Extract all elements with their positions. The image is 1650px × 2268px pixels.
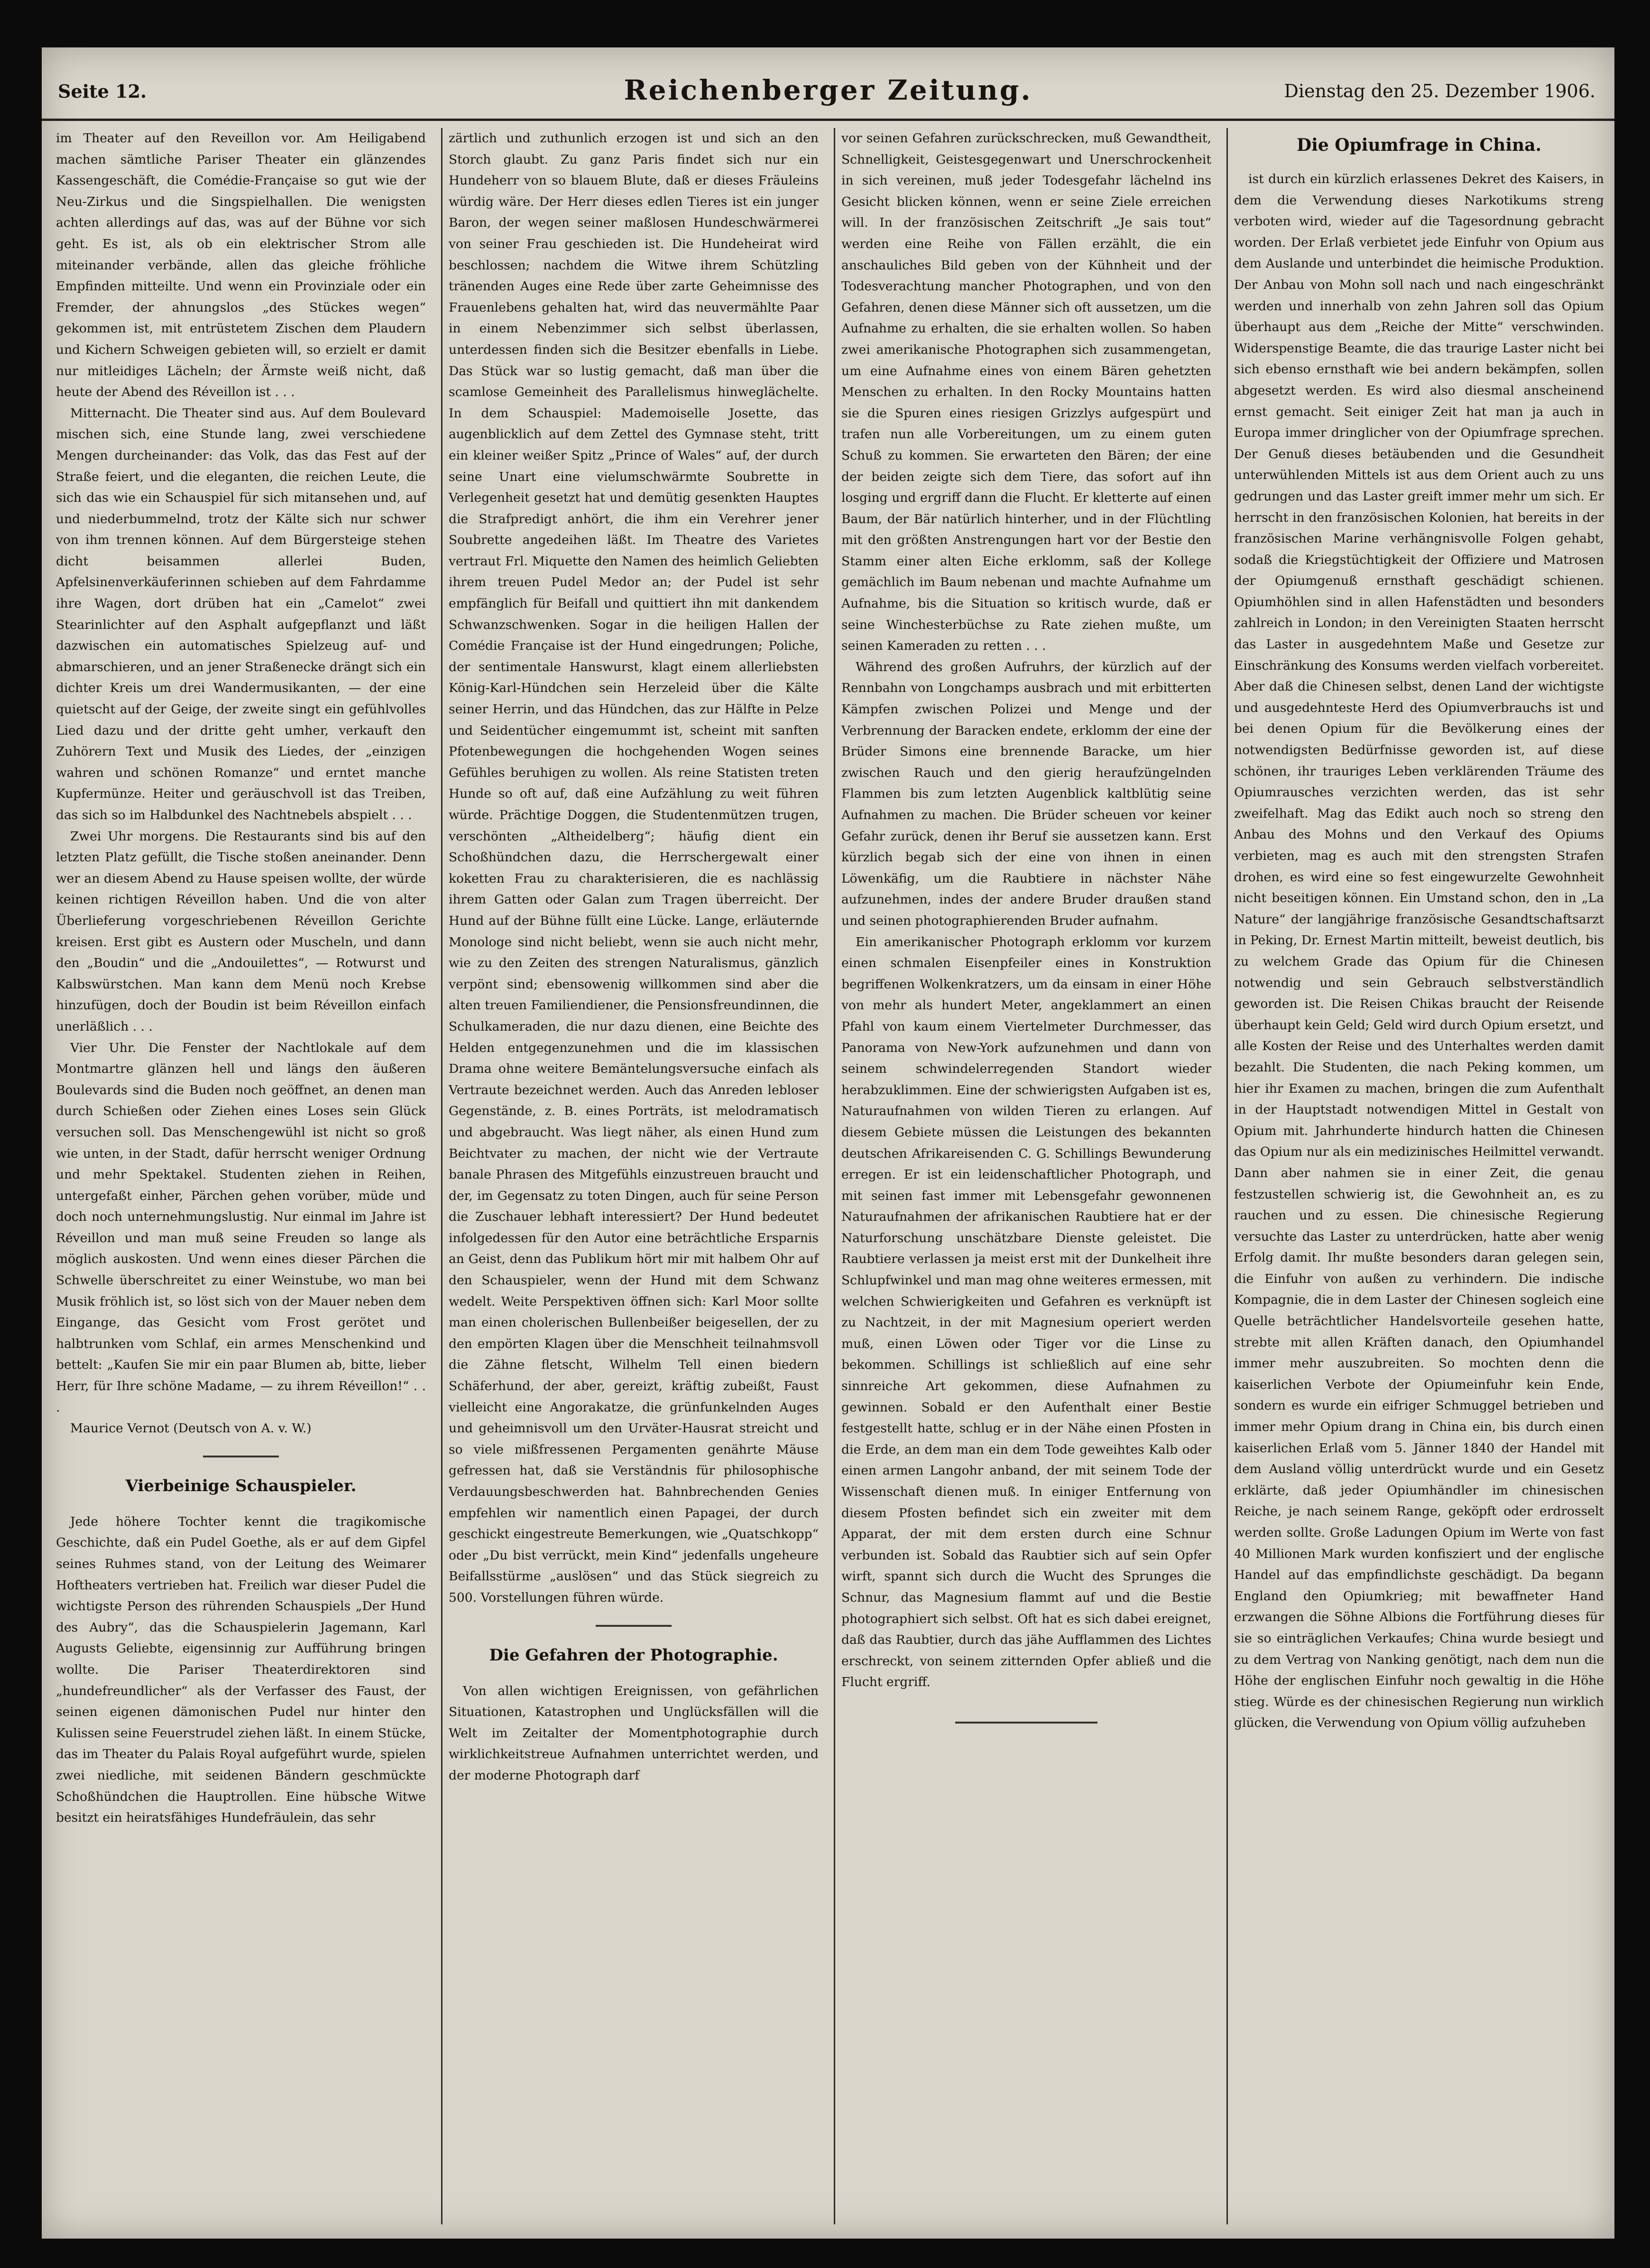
newspaper-title: Reichenberger Zeitung. xyxy=(624,74,1032,106)
article-paragraph: Jede höhere Tochter kennt die tragikomische Geschichte, daß ein Pudel Goethe, als er auf dem Gipfel seines Ruhmes stand, von der Leitung des Weimarer Hoftheaters vertrieben hat. Freilich war dieser Pudel die wichtigste Person des rührenden Schauspiels „Der Hund des Aubry“, das die Schauspielerin Jagemann, Karl Augusts Geliebte, eigensinnig zur Aufführung bringen wollte. Die Pariser Theaterdirektoren sind „hundefreundlicher“ als der Verfasser des Faust, der seinen eigenen dämonischen Pudel nur hinter den Kulissen seine Feuerstrudel ziehen läßt. In einem Stücke, das im Theater du Palais Royal aufgeführt wurde, spielen zwei niedliche, mit seidenen Bändern geschmückte Schoßhündchen die Hauptrollen. Eine hübsche Witwe besitzt ein heiratsfähiges Hundefräulein, das sehr xyxy=(56,1514,426,1825)
article-paragraph: Vier Uhr. Die Fenster der Nachtlokale auf dem Montmartre glänzen hell und längs den äußeren Boulevards sind die Buden noch geöffnet, an denen man durch Schießen oder Ziehen eines Loses sein Glück versuchen soll. Das Menschengewühl ist nicht so groß wie unten, in der Stadt, dafür herrscht weniger Ordnung und mehr Spektakel. Studenten ziehen in Reihen, untergefaßt einher, Pärchen gehen vorüber, müde und doch noch unternehmungslustig. Nur einmal im Jahre ist Réveillon und man muß seine Freuden so lange als möglich auskosten. Und wenn eines dieser Pärchen die Schwelle überschreitet zu einer Weinstube, wo man bei Musik fröhlich ist, so löst sich von der Mauer neben dem Eingange, das Gesicht vom Frost gerötet und halbtrunken vom Schlaf, ein armes Menschenkind und bettelt: „Kaufen Sie mir ein paar Blumen ab, bitte, lieber Herr, für Ihre schöne Madame, — zu ihrem Réveillon!“ . . . xyxy=(56,1040,426,1415)
article-heading: Die Opiumfrage in China. xyxy=(1296,135,1542,155)
issue-date: Dienstag den 25. Dezember 1906. xyxy=(1284,81,1595,101)
column-1 xyxy=(56,128,426,1829)
masthead xyxy=(42,66,1614,121)
column-2 xyxy=(449,128,819,1787)
column-rule xyxy=(834,128,835,2224)
column-4 xyxy=(1234,128,1604,1734)
column-rule xyxy=(1226,128,1228,2224)
article-paragraph: zärtlich und zuthunlich erzogen ist und sich an den Storch glaubt. Zu ganz Paris findet sich nur ein Hundeherr von so blauem Blute, daß er dieses Fräuleins würdig wäre. Der Herr dieses edlen Tieres ist ein junger Baron, der wegen seiner maßlosen Hundeschwärmerei von seiner Frau geschieden ist. Die Hundeheirat wird beschlossen; nachdem die Witwe ihrem Schützling tränenden Auges eine Rede über zarte Geheimnisse des Frauenlebens gehalten hat, wird das neuvermählte Paar in einem Nebenzimmer sich selbst überlassen, unterdessen finden sich die Besitzer ebenfalls in Liebe. Das Stück war so lustig gemacht, daß man über die scamlose Gemeinheit des Parallelismus hinweglächelte. In dem Schauspiel: Mademoiselle Josette, das augenblicklich auf dem Zettel des Gymnase steht, tritt ein kleiner weißer Spitz „Prince of Wales“ auf, der durch seine Unart eine vielumschwärmte Soubrette in Verlegenheit gesetzt hat und demütig gesenkten Hauptes die Strafpredigt anhört, die ihm ein Verehrer jener Soubrette angedeihen läßt. Im Theatre des Varietes vertraut Frl. Miquette den Namen des heimlich Geliebten ihrem treuen Pudel Medor an; der Pudel ist sehr empfänglich für Beifall und quittiert ihn mit dankendem Schwanzschwenken. Sogar in die heiligen Hallen der Comédie Française ist der Hund eingedrungen; Poliche, der sentimentale Hanswurst, klagt einem allerliebsten König-Karl-Hündchen sein Herzeleid über die Kälte seiner Herrin, und das Hündchen, das zur Hälfte in Pelze und Seidentücher eingemummt ist, scheint mit sanften Pfotenbewegungen die hochgehenden Wogen seines Gefühles beruhigen zu wollen. Als reine Statisten treten Hunde so oft auf, daß eine Aufzählung zu weit führen würde. Prächtige Doggen, die Studentenmützen trugen, verschönten „Altheidelberg“; häufig dient ein Schoßhündchen dazu, die Herrschergewalt einer koketten Frau zu charakterisieren, die es nachlässig ihrem Gatten oder Galan zum Tragen überreicht. Der Hund auf der Bühne füllt eine Lücke. Lange, erläuternde Monologe sind nicht beliebt, wenn sie auch nicht mehr, wie zu den Zeiten des strengen Naturalismus, gänzlich verpönt sind; ebensowenig willkommen sind aber die alten treuen Familiendiener, die Pensionsfreundinnen, die Schulkameraden, die nur dazu dienen, eine Beichte des Helden entgegenzunehmen und die im klassischen Drama ohne weitere Bemäntelungsversuche einfach als Vertraute bezeichnet werden. Auch das Anreden lebloser Gegenstände, z. B. eines Porträts, ist melodramatisch und abgebraucht. Was liegt näher, als einen Hund zum Beichtvater zu machen, der nicht wie der Vertraute banale Phrasen des Mitgefühls einzustreuen braucht und der, im Gegensatz zu toten Dingen, auch für seine Person die Zuschauer lebhaft interessiert? Der Hund bedeutet infolgedessen für den Autor eine beträchtliche Ersparnis an Geist, denn das Publikum hört mir mit halbem Ohr auf den Schauspieler, wenn der Hund mit dem Schwanz wedelt. Weite Perspektiven öffnen sich: Karl Moor sollte man einen cholerischen Bullenbeißer beigesellen, der zu den empörten Klagen über die Menschheit teilnahmsvoll die Zähne fletscht, Wilhelm Tell einen biedern Schäferhund, der aber, gereizt, kräftig zubeißt, Faust vielleicht eine Angorakatze, die grünfunkelnden Auges und geheimnisvoll um den Urväter-Hausrat streicht und so viele mißfressenen Pergamenten genährte Mäuse gefressen hat, daß sie Verständnis für philosophische Verdauungsbeschwerden hat. Bahnbrechenden Genies empfehlen wir namentlich einen Papagei, der durch geschickt eingestreute Bemerkungen, wie „Quatschkopp“ oder „Du bist verrückt, mein Kind“ jedenfalls ungeheure Beifallsstürme „auslösen“ und das Stück siegreich zu 500. Vorstellungen führen würde. xyxy=(449,131,819,1605)
article-paragraph: im Theater auf den Reveillon vor. Am Heiligabend machen sämtliche Pariser Theater ein glänzendes Kassengeschäft, die Comédie-Française so gut wie der Neu-Zirkus und die Singspielhallen. Die wenigsten achten allerdings auf das, was auf der Bühne vor sich geht. Es ist, als ob ein elektrischer Strom alle miteinander verbände, allen das gleiche fröhliche Empfinden mitteilte. Und wenn ein Provinziale oder ein Fremder, der ahnungslos „des Stückes wegen“ gekommen ist, mit entrüstetem Zischen dem Plaudern und Kichern Schweigen gebieten will, so erzielt er damit nur mitleidiges Lächeln; der Ärmste weiß nicht, daß heute der Abend des Réveillon ist . . . xyxy=(56,131,426,400)
article-paragraph: Ein amerikanischer Photograph erklomm vor kurzem einen schmalen Eisenpfeiler eines in Konstruktion begriffenen Wolkenkratzers, um da einsam in einer Höhe von mehr als hundert Meter, angeklammert an einen Pfahl von kaum einem Viertelmeter Durchmesser, das Panorama von New-York aufzunehmen und dann von seinem schwindelerregenden Standort wieder herabzuklimmen. Eine der schwierigsten Aufgaben ist es, Naturaufnahmen von wilden Tieren zu erlangen. Auf diesem Gebiete müssen die Leistungen des bekannten deutschen Afrikareisenden C. G. Schillings Bewunderung erregen. Er ist ein leidenschaftlicher Photograph, und mit seinen fast immer mit Lebensgefahr gewonnenen Naturaufnahmen der afrikanischen Raubtiere hat er der Naturforschung unschätzbare Dienste geleistet. Die Raubtiere verlassen ja meist erst mit der Dunkelheit ihre Schlupfwinkel und man mag ohne weiteres ermessen, mit welchen Schwierigkeiten und Gefahren es verknüpft ist zu Nachtzeit, in der mit Magnesium operiert werden muß, einen Löwen oder Tiger vor die Linse zu bekommen. Schillings ist schließlich auf eine sehr sinnreiche Art gekommen, diese Aufnahmen zu gewinnen. Sobald er den Aufenthalt einer Bestie festgestellt hatte, schlug er in der Nähe einen Pfosten in die Erde, an dem man ein dem Tode geweihtes Kalb oder einen armen Langohr anband, der mit seinem Tode der Wissenschaft dienen muß. In einiger Entfernung von diesem Pfosten befindet sich ein zweiter mit dem Apparat, der mit dem ersten durch eine Schnur verbunden ist. Sobald das Raubtier sich auf sein Opfer wirft, spannt sich durch die Wucht des Sprunges die Schnur, das Magnesium flammt auf und die Bestie photographiert sich selbst. Oft hat es sich dabei ereignet, daß das Raubtier, durch das jähe Aufflammen des Lichtes erschreckt, von seinem zitternden Opfer abließ und die Flucht ergriff. xyxy=(841,934,1211,1690)
section-divider xyxy=(596,1625,672,1627)
section-divider xyxy=(955,1722,1097,1724)
article-heading: Vierbeinige Schauspieler. xyxy=(125,1476,357,1495)
article-paragraph: Von allen wichtigen Ereignissen, von gefährlichen Situationen, Katastrophen und Unglücksfällen will die Welt im Zeitalter der Momentphotographie durch wirklichkeitstreue Aufnahmen unterrichtet werden, und der moderne Photograph darf xyxy=(449,1683,819,1783)
column-rule xyxy=(441,128,442,2224)
article-paragraph: Zwei Uhr morgens. Die Restaurants sind bis auf den letzten Platz gefüllt, die Tische stoßen aneinander. Denn wer an diesem Abend zu Hause speisen wollte, der würde keinen richtigen Réveillon haben. Und die von alter Überlieferung vorgeschriebenen Réveillon Gerichte kreisen. Erst gibt es Austern oder Muscheln, und dann den „Boudin“ und die „Andouilettes“, — Rotwurst und Kalbswürstchen. Man kann dem Menü noch Krebse hinzufügen, doch der Boudin ist beim Réveillon einfach unerläßlich . . . xyxy=(56,829,426,1034)
column-3 xyxy=(841,128,1211,1724)
article-paragraph: vor seinen Gefahren zurückschrecken, muß Gewandtheit, Schnelligkeit, Geistesgegenwart und Unerschrockenheit in sich vereinen, muß jeder Todesgefahr lächelnd ins Gesicht blicken können, wenn er seine Ziele erreichen will. In der französischen Zeitschrift „Je sais tout“ werden eine Reihe von Fällen erzählt, die ein anschauliches Bild geben von der Kühnheit und der Todesverachtung mancher Photographen, und von den Gefahren, denen diese Männer sich oft aussetzen, um die Aufnahme zu erhalten, die sie erhalten wollen. So haben zwei amerikanische Photographen sich zusammengetan, um eine Aufnahme eines von einem Bären gehetzten Menschen zu erhalten. In den Rocky Mountains hatten sie die Spuren eines riesigen Grizzlys aufgespürt und trafen nun alle Vorbereitungen, um zu einem guten Schuß zu kommen. Sie erwarteten den Bären; der eine der beiden zeigte sich dem Tiere, das sofort auf ihn losging und ergriff dann die Flucht. Er kletterte auf einen Baum, der Bär natürlich hinterher, und in der Flüchtling mit den größten Anstrengungen hart vor der Bestie den Stamm einer alten Eiche erklomm, saß der Kollege gemächlich im Baum nebenan und machte Aufnahme um Aufnahme, bis die Situation so kritisch wurde, daß er seine Winchesterbüchse zu Rate ziehen mußte, um seinen Kameraden zu retten . . . xyxy=(841,131,1211,654)
section-divider xyxy=(203,1456,279,1457)
article-paragraph: Während des großen Aufruhrs, der kürzlich auf der Rennbahn von Longchamps ausbrach und mit erbitterten Kämpfen zwischen Polizei und Menge und der Verbrennung der Baracken endete, erklomm der eine der Brüder Simons eine brennende Baracke, um hier zwischen Rauch und den gierig heraufzüngelnden Flammen bis zum letzten Augenblick kaltblütig seine Aufnahmen zu machen. Die Brüder scheuen vor keiner Gefahr zurück, denen ihr Beruf sie aussetzen kann. Erst kürzlich begab sich der eine von ihnen in einen Löwenkäfig, um die Raubtiere in nächster Nähe aufzunehmen, indes der andere Bruder draußen stand und seinen photographierenden Bruder aufnahm. xyxy=(841,659,1211,928)
article-heading: Die Gefahren der Photographie. xyxy=(489,1645,778,1665)
page-number: Seite 12. xyxy=(58,81,147,102)
article-paragraph: Mitternacht. Die Theater sind aus. Auf dem Boulevard mischen sich, eine Stunde lang, zwei verschiedene Mengen durcheinander: das Volk, das das Fest auf der Straße feiert, und die eleganten, die reichen Leute, die sich das wie ein Schauspiel für sich mitansehen und, auf und niederbummelnd, trotz der Kälte sich nur schwer von ihm trennen können. Auf dem Bürgersteige stehen dicht beisammen allerlei Buden, Apfelsinenverkäuferinnen schieben auf dem Fahrdamme ihre Wagen, dort drüben hat ein „Camelot“ zwei Stearinlichter auf den Asphalt aufgepflanzt und läßt dazwischen ein automatisches Spielzeug auf- und abmarschieren, und an jener Straßenecke drängt sich ein dichter Kreis um drei Wandermusikanten, — der eine quietscht auf der Geige, der zweite singt ein gefühlvolles Lied dazu und der dritte geht umher, verkauft den Zuhörern Text und Musik des Liedes, der „einzigen wahren und schönen Romanze“ und erntet manche Kupfermünze. Heiter und geräuschvoll ist das Treiben, das sich so im Halbdunkel des Nachtnebels abspielt . . . xyxy=(56,406,426,822)
article-paragraph: ist durch ein kürzlich erlassenes Dekret des Kaisers, in dem die Verwendung dieses Narkotikums streng verboten wird, wieder auf die Tagesordnung gebracht worden. Der Erlaß verbietet jede Einfuhr von Opium aus dem Auslande und unterbindet die heimische Produktion. Der Anbau von Mohn soll nach und nach eingeschränkt werden und innerhalb von zehn Jahren soll das Opium überhaupt aus dem „Reiche der Mitte“ verschwinden. Widerspenstige Beamte, die das traurige Laster nicht bei sich ebenso ernsthaft wie bei andern bekämpfen, sollen abgesetzt werden. Es wird also diesmal anscheinend ernst gemacht. Seit einiger Zeit hat man ja auch in Europa immer dringlicher von der Opiumfrage sprechen. Der Genuß dieses betäubenden und die Gesundheit unterwühlenden Mittels ist aus dem Orient auch zu uns gedrungen und das Laster greift immer mehr um sich. Er herrscht in den französischen Kolonien, hat bereits in der französischen Marine verhängnisvolle Folgen gehabt, sodaß die Kriegstüchtigkeit der Offiziere und Matrosen der Opiumgenuß ernsthaft geschädigt schienen. Opiumhöhlen sind in allen Hafenstädten und besonders zahlreich in London; in den Vereinigten Staaten herrscht das Laster in ausgedehntem Maße und Gesetze zur Einschränkung des Konsums werden vielfach vorbereitet. Aber daß die Chinesen selbst, denen Land der wichtigste und ausgedehnteste Herd des Opiumverbrauchs ist und bei denen Opium für die Bevölkerung eines der notwendigsten Bedürfnisse geworden ist, auf diese schönen, ihr trauriges Leben verklärenden Träume des Opiumrausches verzichten werden, das ist sehr zweifelhaft. Mag das Edikt auch noch so streng den Anbau des Mohns und den Verkauf des Opiums verbieten, mag es auch mit den strengsten Strafen drohen, es wird eine so fest eingewurzelte Gewohnheit nicht beseitigen können. Ein Umstand schon, den in „La Nature“ der langjährige französische Gesandtschaftsarzt in Peking, Dr. Ernest Martin mitteilt, beweist deutlich, bis zu welchem Grade das Opium für die Chinesen notwendig und sein Gebrauch selbstverständlich geworden ist. Die Reisen Chikas braucht der Reisende überhaupt kein Geld; Geld wird durch Opium ersetzt, und alle Kosten der Reise und des Unterhaltes werden damit bezahlt. Die Studenten, die nach Peking kommen, um hier ihr Examen zu machen, bringen die zum Aufenthalt in der Hauptstadt notwendigen Mittel in Gestalt von Opium mit. Jahrhunderte hindurch hatten die Chinesen das Opium nur als ein medizinisches Heilmittel verwandt. Dann aber nahmen sie in einer Zeit, die genau festzustellen schwierig ist, die Gewohnheit an, es zu rauchen und zu essen. Die chinesische Regierung versuchte das Laster zu unterdrücken, hatte aber wenig Erfolg damit. Ihr mußte besonders daran gelegen sein, die Einfuhr von außen zu verhindern. Die indische Kompagnie, die in dem Laster der Chinesen sogleich eine Quelle beträchtlicher Handelsvorteile gesehen hatte, strebte mit allen Kräften danach, den Opiumhandel immer mehr auszubreiten. So mochten denn die kaiserlichen Verbote der Opiumeinfuhr kein Ende, sondern es wurde ein eifriger Schmuggel betrieben und immer mehr Opium drang in China ein, bis durch einen kaiserlichen Erlaß vom 5. Jänner 1840 der Handel mit dem Ausland völlig unterdrückt wurde und ein Gesetz erklärte, daß jeder Opiumhändler im chinesischen Reiche, je nach seinem Range, geköpft oder erdrosselt werden sollte. Große Ladungen Opium im Werte von fast 40 Millionen Mark wurden konfisziert und der englische Handel auf das empfindlichste geschädigt. Da begann England den Opiumkrieg; mit bewaffneter Hand erzwangen die Söhne Albions die Fortführung dieses für sie so einträglichen Verkaufes; China wurde besiegt und zu dem Vertrag von Nanking genötigt, nach dem nun die Höhe der englischen Einfuhr noch gewaltig in die Höhe stieg. Würde es der chinesischen Regierung nun wirklich glücken, die Verwendung von Opium völlig aufzuheben xyxy=(1234,172,1604,1731)
newspaper-page xyxy=(42,47,1614,2239)
article-author: Maurice Vernot (Deutsch von A. v. W.) xyxy=(70,1421,312,1436)
